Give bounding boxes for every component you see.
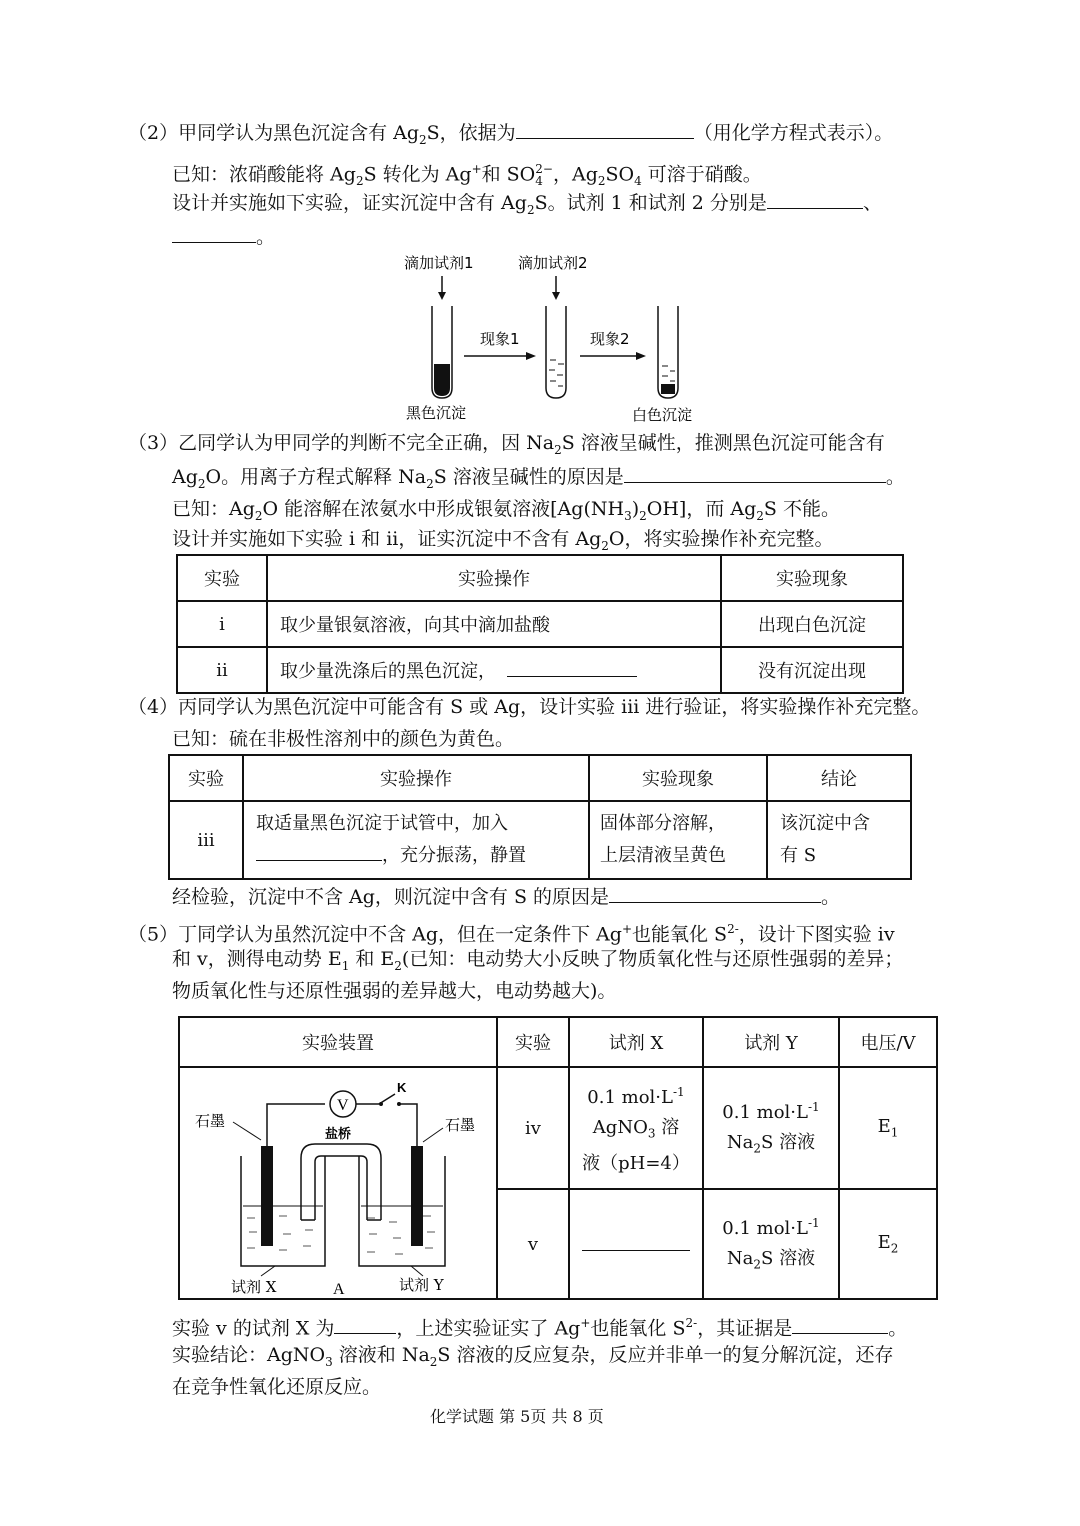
page-footer: 化学试题 第 5页 共 8 页 (430, 1407, 604, 1426)
t1-header-exp: 实验 (177, 555, 267, 601)
q4-line2: 已知：硫在非极性溶剂中的颜色为黄色。 (172, 728, 515, 750)
svg-text:试剂 Y: 试剂 Y (399, 1276, 444, 1294)
q5-after1: 实验 v 的试剂 X 为 ，上述实验证实了 Ag+也能氧化 $S^{2-}$，其证据是 。 (172, 1316, 908, 1340)
t3-v-reagent-y: 0.1 $mol\cdot L^{-1}$ $Na_2S$ 溶液 (703, 1189, 839, 1299)
q3-line2: $Ag_2O$。用离子方程式解释 $Na_2S$ 溶液呈碱性的原因是 。 (172, 466, 905, 491)
experiment-table-3 (178, 1016, 938, 1300)
black-precipitate-label: 黑色沉淀 (406, 404, 467, 422)
q2-line1: （2）甲同学认为黑色沉淀含有 $Ag_2S$，依据为 （用化学方程式表示）。 (128, 122, 894, 147)
q5-after3: 在竞争性氧化还原反应。 (172, 1376, 382, 1398)
svg-text:石墨: 石墨 (445, 1116, 476, 1134)
t1-op-blank[interactable] (507, 658, 637, 677)
svg-text:K: K (397, 1080, 407, 1095)
t2-row-concl: 该沉淀中含 有 S (767, 801, 911, 879)
experiment-table-2 (168, 754, 912, 880)
svg-text:试剂 X: 试剂 X (231, 1278, 277, 1296)
graphite-electrode-left (261, 1146, 273, 1246)
t2-row-id: iii (169, 801, 243, 879)
q2-line3: 设计并实施如下实验，证实沉淀中含有 $Ag_2S$。试剂 1 和试剂 2 分别是 、 (172, 192, 882, 217)
t3-header-voltage: 电压/V (839, 1017, 937, 1067)
white-precipitate-label: 白色沉淀 (632, 406, 693, 424)
q5-evidence-blank[interactable] (792, 1315, 888, 1334)
t2-op-blank[interactable] (256, 842, 382, 861)
t3-header-y: 试剂 Y (703, 1017, 839, 1067)
q3-line4: 设计并实施如下实验 i 和 ii，证实沉淀中不含有 $Ag_2O$，将实验操作补充完整。 (172, 528, 834, 553)
experiment-table-1 (176, 554, 904, 694)
t1-row1-op: 取少量银氨溶液，向其中滴加盐酸 (267, 601, 721, 647)
q4-answer-blank[interactable] (609, 884, 821, 903)
q4-after: 经检验，沉淀中不含 Ag，则沉淀中含有 S 的原因是 。 (172, 886, 841, 908)
t1-row2-phen: 没有沉淀出现 (721, 647, 903, 693)
test-tube-figure (380, 248, 720, 428)
t1-row1-phen: 出现白色沉淀 (721, 601, 903, 647)
q2-answer-blank[interactable] (516, 120, 694, 139)
q5-line1: （5）丁同学认为虽然沉淀中不含 Ag，但在一定条件下 Ag+也能氧化 $S^{2-}$，设计下图实验 iv (128, 922, 895, 946)
t2-header-phen: 实验现象 (589, 755, 767, 801)
tube2 (546, 306, 566, 398)
apparatus-cell (179, 1067, 497, 1299)
q5-line3: 物质氧化性与还原性强弱的差异越大，电动势越大)。 (172, 980, 617, 1002)
t3-iv-reagent-x: 0.1 $mol\cdot L^{-1}$ AgNO$_3$ 溶 液（pH=4） (569, 1067, 703, 1189)
svg-text:石墨: 石墨 (195, 1112, 226, 1130)
q2-line4: 。 (172, 224, 275, 250)
t1-header-phen: 实验现象 (721, 555, 903, 601)
q3-line3: 已知：$Ag_2O$ 能溶解在浓氨水中形成银氨溶液$[Ag(NH_3)_2OH]$，而 $Ag_2S$ 不能。 (172, 498, 840, 523)
galvanic-cell-diagram (183, 1070, 493, 1296)
t1-header-op: 实验操作 (267, 555, 721, 601)
t1-row2-id: ii (177, 647, 267, 693)
reagent1-blank[interactable] (767, 190, 863, 209)
q5-line2: 和 v，测得电动势 $E_1$ 和 $E_2$(已知：电动势大小反映了物质氧化性与还原性强弱的差异； (172, 948, 904, 973)
t2-header-op: 实验操作 (243, 755, 589, 801)
t3-v-voltage: $E_2$ (839, 1189, 937, 1299)
svg-text:V: V (337, 1097, 349, 1114)
q4-line1: （4）丙同学认为黑色沉淀中可能含有 S 或 Ag，设计实验 iii 进行验证，将实验操作补充完整。 (128, 696, 931, 718)
beaker-right (359, 1156, 445, 1266)
q2-line2: 已知：浓硝酸能将 $Ag_2S$ 转化为 Ag+和 SO 2− 4 ，$Ag_2SO_4$ 可溶于硝酸。 (172, 162, 762, 189)
t2-row-op: 取适量黑色沉淀于试管中，加入 ，充分振荡，静置 (243, 801, 589, 879)
t1-row1-id: i (177, 601, 267, 647)
phenomenon2-label: 现象2 (590, 330, 630, 348)
t3-header-x: 试剂 X (569, 1017, 703, 1067)
reagent2-blank[interactable] (172, 224, 256, 243)
graphite-electrode-right (411, 1146, 423, 1246)
t2-header-exp: 实验 (169, 755, 243, 801)
t2-header-concl: 结论 (767, 755, 911, 801)
t3-row-iv: iv (497, 1067, 569, 1189)
svg-text:A: A (333, 1281, 345, 1296)
drop-reagent1-label: 滴加试剂1 (404, 254, 474, 272)
t1-row2-op: 取少量洗涤后的黑色沉淀， (267, 647, 721, 693)
q5-after2: 实验结论：AgNO$_3$ 溶液和 $Na_2S$ 溶液的反应复杂，反应并非单一的复分解沉淀，还存 (172, 1344, 894, 1369)
q5-reagent-blank[interactable] (334, 1315, 396, 1334)
t2-row-phen: 固体部分溶解， 上层清液呈黄色 (589, 801, 767, 879)
t3-v-reagent-x (569, 1189, 703, 1299)
t3-iv-voltage: $E_1$ (839, 1067, 937, 1189)
t3-iv-reagent-y: 0.1 $mol\cdot L^{-1}$ $Na_2S$ 溶液 (703, 1067, 839, 1189)
svg-text:盐桥: 盐桥 (325, 1127, 352, 1142)
t3-x-blank[interactable] (582, 1232, 690, 1251)
q3-line1: （3）乙同学认为甲同学的判断不完全正确，因 $Na_2S$ 溶液呈碱性，推测黑色沉淀可能含有 (128, 432, 885, 457)
t3-header-exp: 实验 (497, 1017, 569, 1067)
drop-reagent2-label: 滴加试剂2 (518, 254, 588, 272)
q3-answer-blank[interactable] (624, 464, 886, 483)
t3-row-v: v (497, 1189, 569, 1299)
phenomenon1-label: 现象1 (480, 330, 520, 348)
t3-header-apparatus: 实验装置 (179, 1017, 497, 1067)
